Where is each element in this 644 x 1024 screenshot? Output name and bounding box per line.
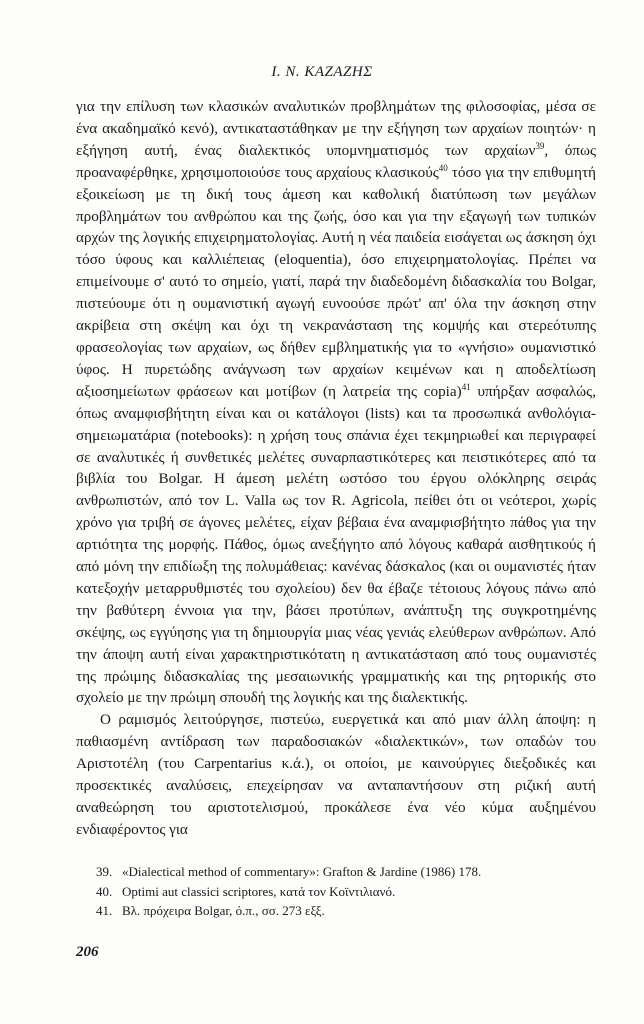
paragraph-1-text-a: για την επίλυση των κλασικών αναλυτικών προβλημάτων της φιλοσοφίας, μέσα σε ένα ακαδημαϊκό κενό), αντικαταστάθηκαν με την εξήγηση των αρχαίων ποιητών· η εξήγηση αυτή, ένας διαλεκτικός υπομνηματισμός των αρχαίων	[76, 98, 596, 159]
paragraph-1	[76, 96, 596, 709]
footnote-number: 39.	[96, 864, 113, 879]
footnote-40	[76, 882, 596, 902]
footnote-text: «Dialectical method of commentary»: Grafton & Jardine (1986) 178.	[122, 864, 482, 879]
page-number: 206	[76, 944, 99, 960]
footnote-ref-39: 39	[535, 140, 545, 151]
footnote-number: 41.	[96, 903, 113, 918]
footnote-ref-41: 41	[461, 381, 471, 392]
main-text	[76, 96, 596, 841]
footnote-text: Optimi aut classici scriptores, κατά τον Κοϊντιλιανό.	[122, 883, 396, 899]
footnote-text: Βλ. πρόχειρα Bolgar, ό.π., σσ. 273 εξξ.	[122, 903, 325, 918]
paragraph-1-text-d: υπήρξαν ασφαλώς, όπως αναμφισβήτητη είναι και οι κατάλογοι (lists) και τα προσωπικά ανθολόγια-σημειωματάρια (notebooks): η χρήση τους σπάνια έχει τεκμηριωθεί και περιγραφεί σε αναλυτικές ή συνθετικές μελέτες συναρπαστικότερες και πειστικότερες από τα βιβλία του Bolgar. Η άμεση μελέτη ωστόσο του έργου ολόκληρης σειράς ανθρωπιστών, από τον L. Valla ως τον R. Agricola, πείθει ότι οι νεότεροι, χωρίς χρόνο για τριβή σε άγονες μελέτες, είχαν βέβαια ένα αναμφισβήτητο πάθος για την αρτιότητα της μορφής. Πάθος, όμως ανεξήγητο από λόγους καθαρά αισθητικούς ή από μόνη την επιδίωξη της πολυμάθειας: κανένας δάσκαλος (και οι ουμανιστές ήταν κατεξοχήν μεταρρυθμιστές του σχολείου) δεν θα έβαζε τέτοιους λόγους πάνω από την βαθύτερη έννοια για την, βάσει προτύπων, ανάπτυξη της συγκροτημένης σκέψης, ως εγγύησης για τη δημιουργία μιας νέας γενιάς ελεύθερων ανθρώπων. Από την άποψη αυτή είναι χαρακτηριστικότατη η αντικατάσταση από τους ουμανιστές της πρώιμης διδασκαλίας της μεσαιωνικής γραμματικής και της ρητορικής στο σχολείο με την πρώιμη σπουδή της λογικής και της διαλεκτικής.	[76, 382, 596, 707]
paragraph-1-text-c: τόσο για την επιθυμητή εξοικείωση με τη δική τους άμεση και καθολική διατύπωση των μεγάλων προβλημάτων του ανθρώπου και της ζωής, όσο και για την εξαγωγή των τυπικών αρχών της λογικής επιχειρηματολογίας. Αυτή η νέα παιδεία εισάγεται ως άσκηση όχι τόσο ύφους και καλλιέπειας (eloquentia), όσο επιχειρηματολογίας. Πρέπει να επιμείνουμε σ' αυτό το σημείο, γιατί, παρά την διαδεδομένη διδασκαλία του Bolgar, πιστεύουμε ότι η ουμανιστική αγωγή ευνοούσε πρώτ' απ' όλα την άσκηση στην ακρίβεια στη σκέψη και όχι τη νεκρανάσταση της κομψής και στερεότυπης φρασεολογίας των αρχαίων, ως δήθεν εμβληματικής για το «γνήσιο» ουμανιστικό ύφος. Η πυρετώδης ανάγνωση των αρχαίων κειμένων και η αποδελτίωση αξιοσημείωτων φράσεων και μοτίβων (η λατρεία της copia)	[76, 163, 596, 400]
footnotes	[76, 862, 596, 921]
footnote-41	[76, 901, 596, 921]
running-header: I. N. ΚΑΖΑΖΗΣ	[271, 64, 373, 80]
paragraph-1-text-b: , όπως προαναφέρθηκε, χρησιμοποιούσε τους αρχαίους κλασικούς	[76, 141, 596, 181]
footnote-ref-40: 40	[438, 162, 448, 173]
footnote-number: 40.	[96, 883, 113, 899]
paragraph-2: Ο ραμισμός λειτούργησε, πιστεύω, ευεργετικά και από μιαν άλλη άποψη: η παθιασμένη αντίδραση των παραδοσιακών «διαλεκτικών», των οπαδών του Αριστοτέλη (του Carpentarius κ.ά.), οι οποίοι, με καινούργιες διεξοδικές και προσεκτικές αναλύσεις, επεχείρησαν να ανταπαντήσουν στη ριζική αυτή αναθεώρηση του αριστοτελισμού, προκάλεσε ένα νέο κύμα αυξημένου ενδιαφέροντος για	[76, 711, 596, 838]
footnote-39	[76, 862, 596, 882]
